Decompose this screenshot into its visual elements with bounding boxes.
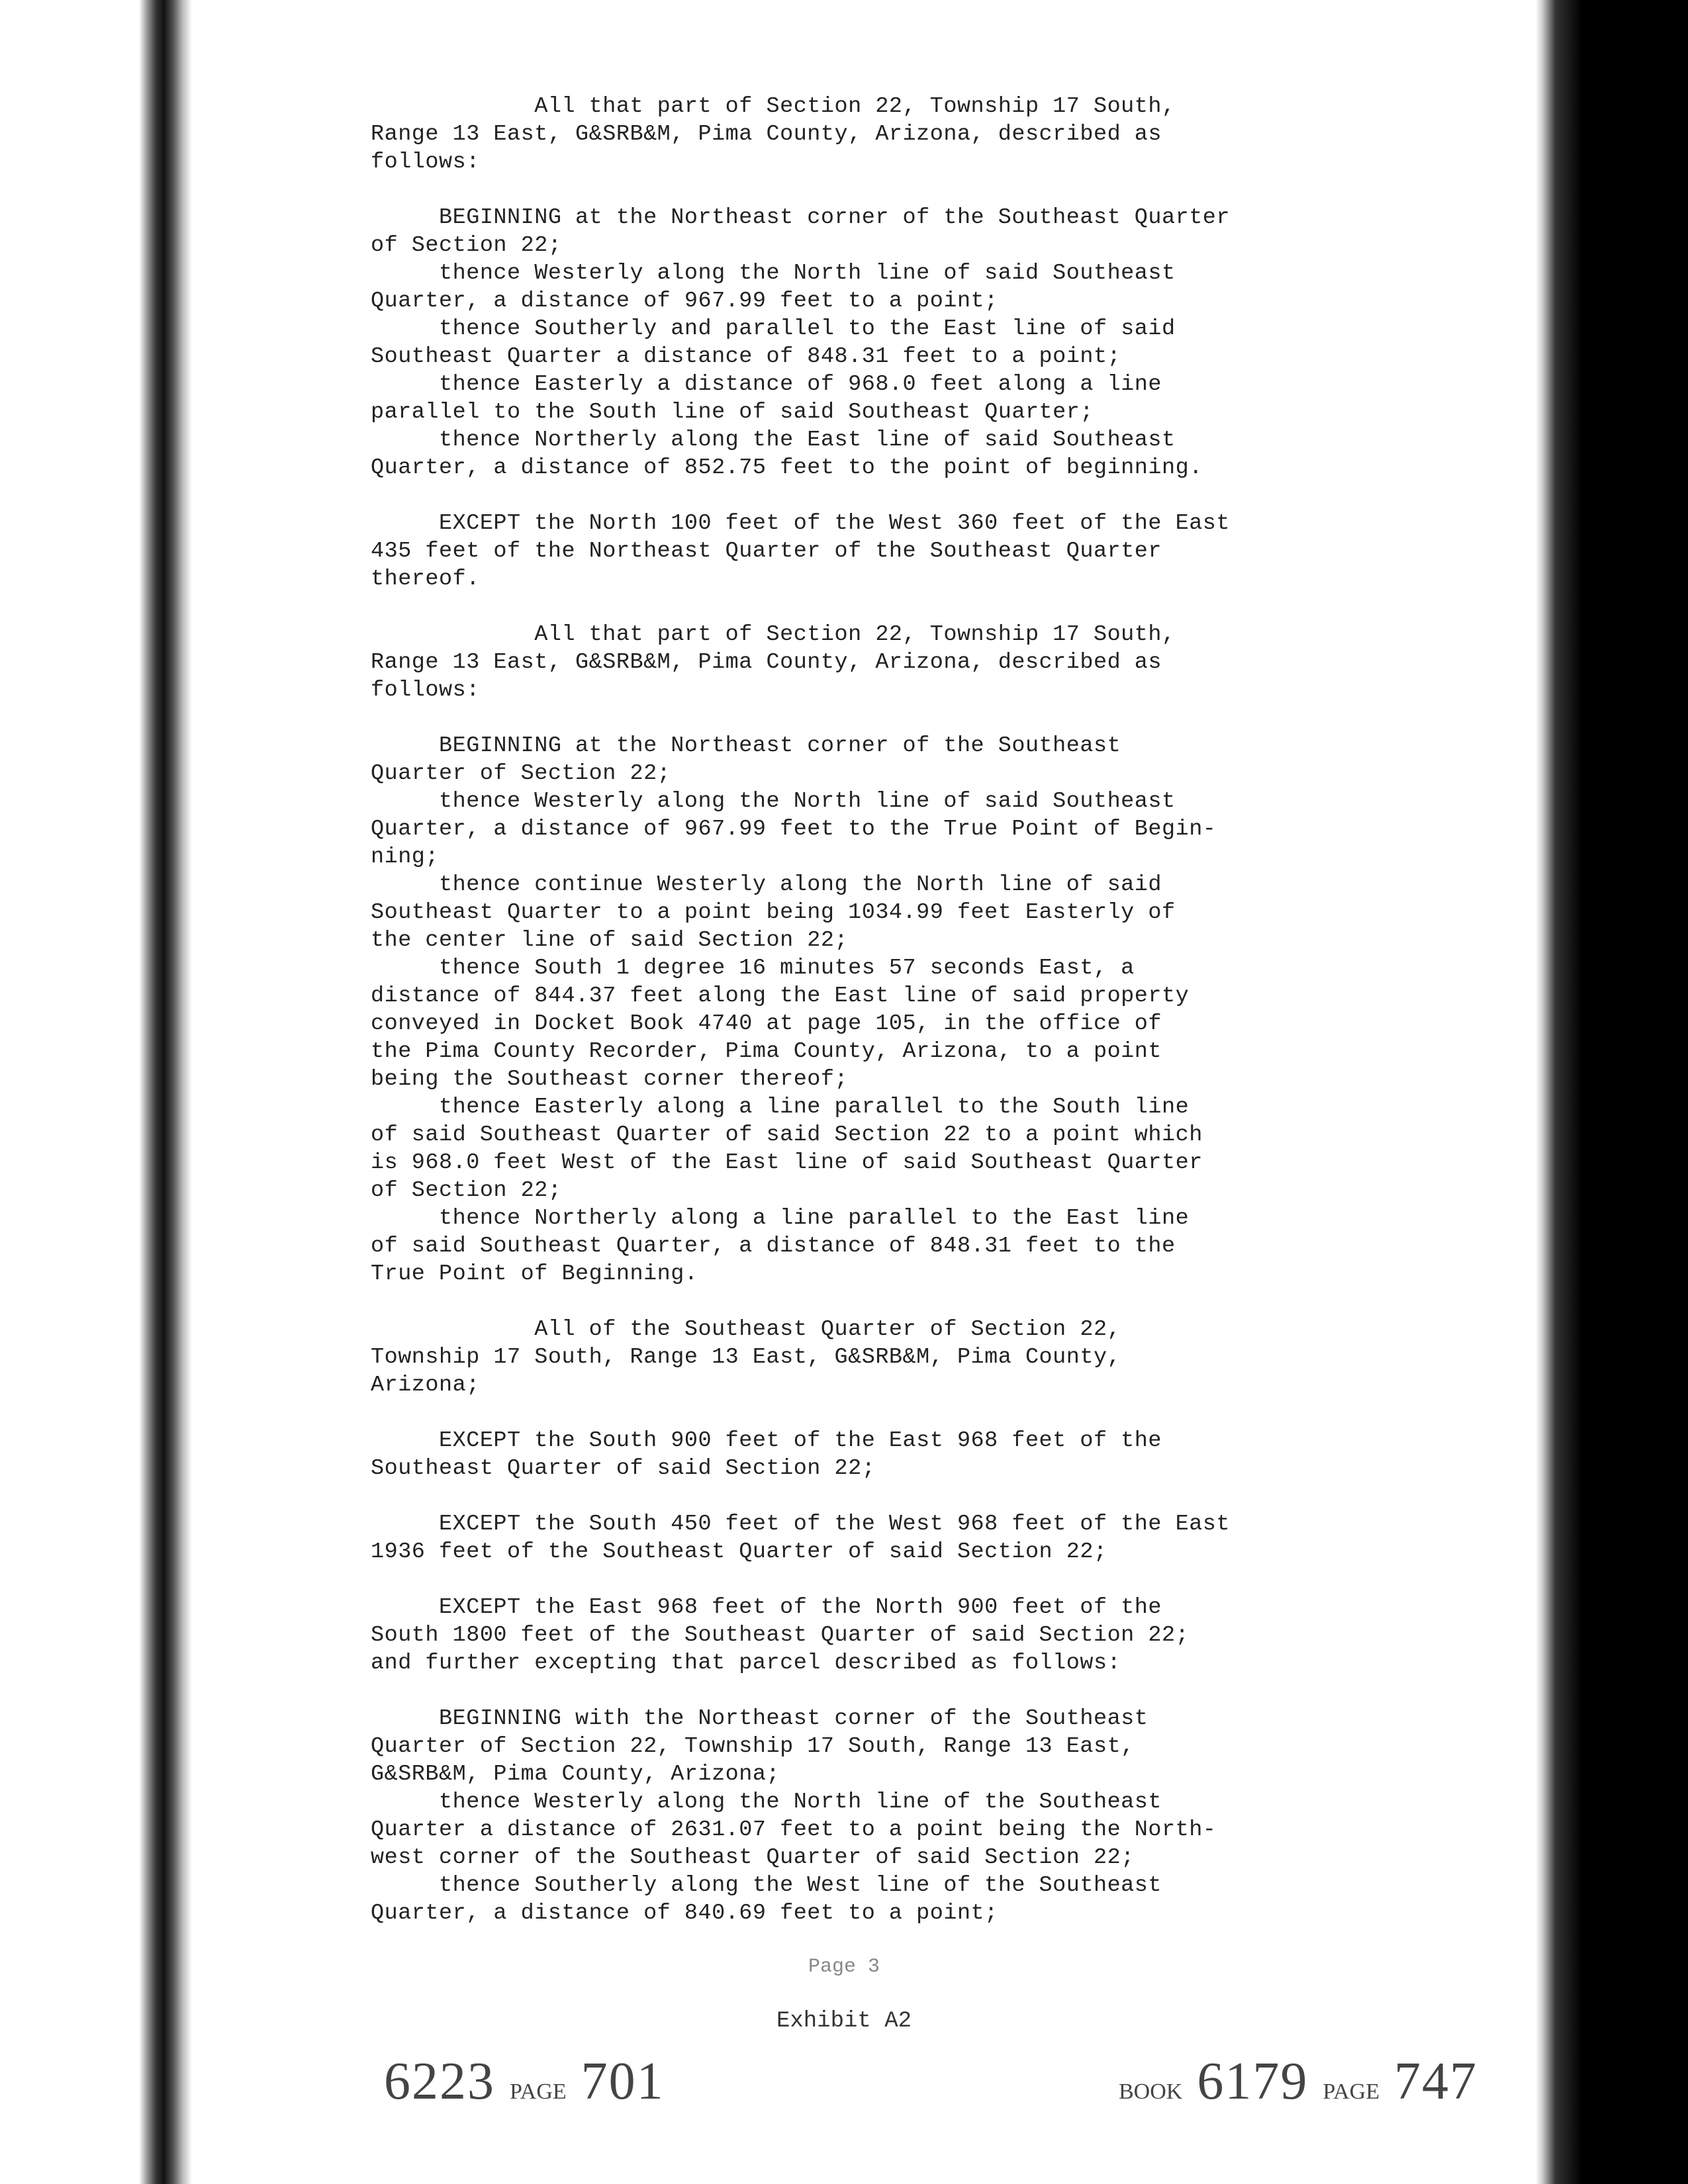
text-line: of said Southeast Quarter, a distance of 848.31 feet to the xyxy=(371,1234,1176,1259)
text-line: being the Southeast corner thereof; xyxy=(371,1067,849,1092)
text-line: conveyed in Docket Book 4740 at page 105, in the office of xyxy=(371,1011,1162,1036)
text-line: of said Southeast Quarter of said Section 22 to a point which xyxy=(371,1122,1203,1148)
text-line: parallel to the South line of said Southeast Quarter; xyxy=(371,400,1094,425)
text-line: is 968.0 feet West of the East line of said Southeast Quarter xyxy=(371,1150,1203,1175)
text-line: Southeast Quarter a distance of 848.31 feet to a point; xyxy=(371,344,1121,369)
text-line: G&SRB&M, Pima County, Arizona; xyxy=(371,1762,780,1787)
legal-description-text xyxy=(371,93,1430,1927)
text-line: Quarter, a distance of 967.99 feet to a point; xyxy=(371,289,998,314)
text-line: Range 13 East, G&SRB&M, Pima County, Arizona, described as xyxy=(371,650,1162,675)
text-line: EXCEPT the East 968 feet of the North 900 feet of the xyxy=(371,1595,1162,1620)
page-number: Page 3 xyxy=(808,1956,880,1978)
text-line: thence Southerly and parallel to the East line of said xyxy=(371,316,1176,341)
text-line: Quarter, a distance of 840.69 feet to a point; xyxy=(371,1901,998,1926)
paragraph-gap xyxy=(371,1399,1430,1427)
text-line: Southeast Quarter to a point being 1034.99 feet Easterly of xyxy=(371,900,1176,925)
paragraph-gap xyxy=(371,704,1430,732)
text-line: All that part of Section 22, Township 17 South, xyxy=(371,94,1176,119)
text-line: thence continue Westerly along the North line of said xyxy=(371,872,1162,897)
text-line: thence Easterly a distance of 968.0 feet along a line xyxy=(371,372,1162,397)
text-line: Arizona; xyxy=(371,1373,480,1398)
text-line: follows: xyxy=(371,150,480,175)
stamp-right-page: 747 xyxy=(1394,2052,1478,2111)
text-line: the Pima County Recorder, Pima County, Arizona, to a point xyxy=(371,1039,1162,1064)
paragraph-gap xyxy=(371,1288,1430,1316)
text-line: EXCEPT the North 100 feet of the West 360 feet of the East xyxy=(371,511,1231,536)
text-line: Township 17 South, Range 13 East, G&SRB&M, Pima County, xyxy=(371,1345,1121,1370)
text-line: of Section 22; xyxy=(371,1178,562,1203)
text-line: distance of 844.37 feet along the East line of said property xyxy=(371,983,1190,1009)
stamp-left-page-label: PAGE xyxy=(510,2079,567,2104)
text-line: Quarter a distance of 2631.07 feet to a point being the North- xyxy=(371,1817,1217,1843)
paragraph-gap xyxy=(371,176,1430,204)
text-line: thence Easterly along a line parallel to the South line xyxy=(371,1095,1190,1120)
text-line: thence Westerly along the North line of said Southeast xyxy=(371,261,1176,286)
recorder-stamp-right xyxy=(1119,2052,1477,2112)
text-line: Range 13 East, G&SRB&M, Pima County, Arizona, described as xyxy=(371,122,1162,147)
paragraph-gap xyxy=(371,1566,1430,1594)
scan-edge-left xyxy=(0,0,192,2184)
text-line: Quarter of Section 22; xyxy=(371,761,671,786)
text-line: thence Westerly along the North line of the Southeast xyxy=(371,1790,1162,1815)
text-line: follows: xyxy=(371,678,480,703)
text-line: thence Northerly along the East line of said Southeast xyxy=(371,428,1176,453)
text-line: Quarter, a distance of 967.99 feet to the True Point of Begin- xyxy=(371,817,1217,842)
paragraph-gap xyxy=(371,482,1430,510)
text-line: thence Northerly along a line parallel to the East line xyxy=(371,1206,1190,1231)
stamp-right-prefix: BOOK xyxy=(1119,2079,1183,2104)
text-line: 435 feet of the Northeast Quarter of the Southeast Quarter xyxy=(371,539,1162,564)
text-line: thereof. xyxy=(371,567,480,592)
text-line: Southeast Quarter of said Section 22; xyxy=(371,1456,876,1481)
stamp-left-page: 701 xyxy=(581,2052,665,2111)
text-line: All of the Southeast Quarter of Section 22, xyxy=(371,1317,1121,1342)
text-line: ning; xyxy=(371,844,440,870)
text-line: True Point of Beginning. xyxy=(371,1261,698,1287)
text-line: west corner of the Southeast Quarter of said Section 22; xyxy=(371,1845,1135,1870)
text-line: thence Westerly along the North line of said Southeast xyxy=(371,789,1176,814)
paragraph-gap xyxy=(371,593,1430,621)
stamp-left-docket: 6223 xyxy=(384,2052,495,2111)
scan-edge-right xyxy=(1536,0,1688,2184)
text-line: BEGINNING with the Northeast corner of the Southeast xyxy=(371,1706,1149,1731)
text-line: and further excepting that parcel described as follows: xyxy=(371,1651,1121,1676)
text-line: thence South 1 degree 16 minutes 57 seconds East, a xyxy=(371,956,1135,981)
text-line: South 1800 feet of the Southeast Quarter of said Section 22; xyxy=(371,1623,1190,1648)
text-line: 1936 feet of the Southeast Quarter of said Section 22; xyxy=(371,1539,1107,1565)
text-line: of Section 22; xyxy=(371,233,562,258)
text-line: All that part of Section 22, Township 17 South, xyxy=(371,622,1176,647)
text-line: BEGINNING at the Northeast corner of the Southeast xyxy=(371,733,1121,758)
text-line: EXCEPT the South 900 feet of the East 968 feet of the xyxy=(371,1428,1162,1453)
text-line: BEGINNING at the Northeast corner of the Southeast Quarter xyxy=(371,205,1231,230)
paragraph-gap xyxy=(371,1482,1430,1510)
text-line: the center line of said Section 22; xyxy=(371,928,849,953)
recorder-stamp-left xyxy=(384,2052,665,2112)
stamp-right-docket: 6179 xyxy=(1197,2052,1309,2111)
exhibit-label: Exhibit A2 xyxy=(776,2009,912,2034)
paragraph-gap xyxy=(371,1677,1430,1705)
text-line: thence Southerly along the West line of the Southeast xyxy=(371,1873,1162,1898)
text-line: EXCEPT the South 450 feet of the West 968 feet of the East xyxy=(371,1512,1231,1537)
text-line: Quarter, a distance of 852.75 feet to the point of beginning. xyxy=(371,455,1203,480)
text-line: Quarter of Section 22, Township 17 South, Range 13 East, xyxy=(371,1734,1135,1759)
stamp-right-page-label: PAGE xyxy=(1323,2079,1380,2104)
